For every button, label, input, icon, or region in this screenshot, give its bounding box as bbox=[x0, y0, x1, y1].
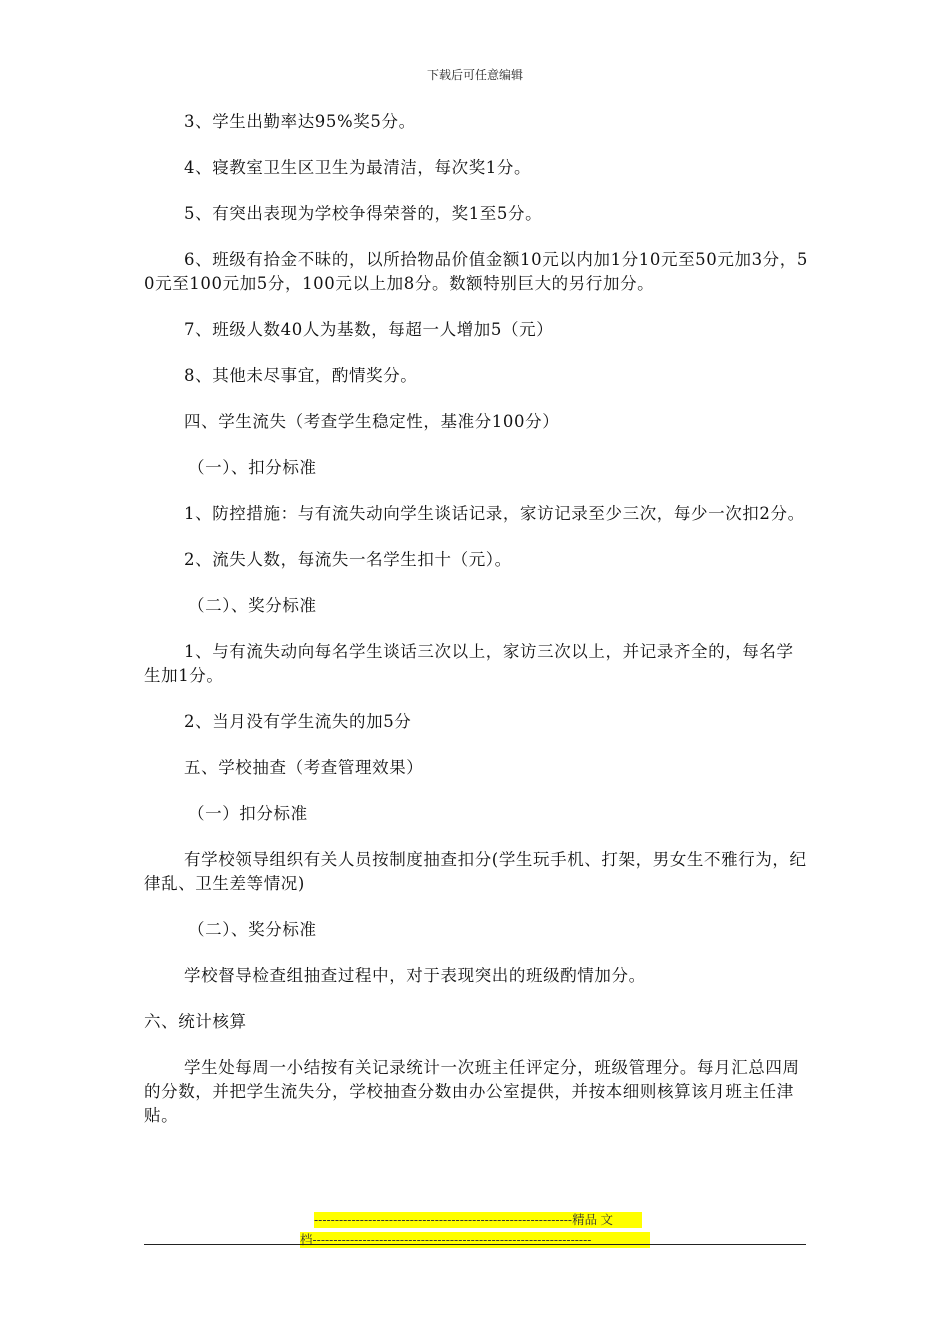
paragraph: 7、班级人数40人为基数，每超一人增加5（元） bbox=[184, 320, 554, 339]
footer-line-2: 档------------------------------------------------------------------- bbox=[300, 1232, 650, 1248]
paragraph: 6、班级有拾金不昧的，以所拾物品价值金额10元以内加1分10元至50元加3分，50元至100元加5分，100元以上加8分。数额特别巨大的另行加分。 bbox=[144, 250, 808, 293]
paragraph: 1、与有流失动向每名学生谈话三次以上，家访三次以上，并记录齐全的，每名学生加1分。 bbox=[144, 642, 794, 685]
section-heading: 五、学校抽查（考查管理效果） bbox=[184, 758, 424, 777]
subsection-heading: （一）扣分标准 bbox=[188, 804, 308, 823]
paragraph: 学生处每周一小结按有关记录统计一次班主任评定分，班级管理分。每月汇总四周的分数，并把学生流失分，学校抽查分数由办公室提供，并按本细则核算该月班主任津贴。 bbox=[144, 1058, 800, 1125]
paragraph: 学校督导检查组抽查过程中，对于表现突出的班级酌情加分。 bbox=[184, 966, 646, 985]
section-heading: 四、学生流失（考查学生稳定性，基准分100分） bbox=[184, 412, 560, 431]
paragraph: 1、防控措施：与有流失动向学生谈话记录，家访记录至少三次，每少一次扣2分。 bbox=[184, 504, 805, 523]
footer-line-1: --------------------------------------------------------------精品 文 bbox=[314, 1212, 642, 1228]
subsection-heading: （二）、奖分标准 bbox=[188, 596, 317, 615]
subsection-heading: （二）、奖分标准 bbox=[188, 920, 317, 939]
footer-watermark bbox=[300, 1212, 642, 1252]
paragraph: 4、寝教室卫生区卫生为最清洁，每次奖1分。 bbox=[184, 158, 532, 177]
paragraph: 有学校领导组织有关人员按制度抽查扣分(学生玩手机、打架，男女生不雅行为，纪律乱、卫生差等情况) bbox=[144, 850, 807, 893]
page-header-note: 下载后可任意编辑 bbox=[426, 68, 523, 82]
paragraph: 3、学生出勤率达95%奖5分。 bbox=[184, 112, 416, 131]
subsection-heading: （一）、扣分标准 bbox=[188, 458, 317, 477]
document-body bbox=[144, 110, 808, 1150]
section-heading: 六、统计核算 bbox=[144, 1012, 247, 1031]
paragraph: 2、流失人数，每流失一名学生扣十（元）。 bbox=[184, 550, 512, 569]
footer-divider bbox=[144, 1244, 806, 1245]
paragraph: 2、当月没有学生流失的加5分 bbox=[184, 712, 412, 731]
paragraph: 5、有突出表现为学校争得荣誉的，奖1至5分。 bbox=[184, 204, 543, 223]
paragraph: 8、其他未尽事宜，酌情奖分。 bbox=[184, 366, 418, 385]
